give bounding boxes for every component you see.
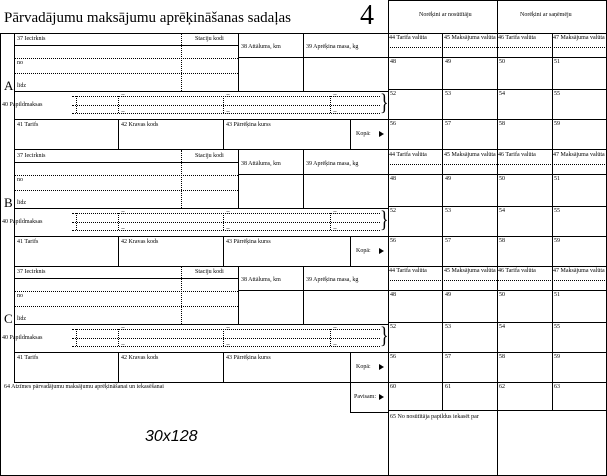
total-cell: 61: [445, 384, 451, 390]
section-letter: B: [4, 195, 13, 210]
tariff-label: 41 Tarifs: [17, 239, 39, 245]
cell-number: 48: [390, 59, 396, 65]
cell-number: 50: [499, 292, 505, 298]
cell-number: 57: [445, 238, 451, 244]
tariff-currency-header: 46 Tarifa valūta: [498, 35, 536, 41]
cell-number: 54: [499, 208, 505, 214]
arrow-right-icon: [379, 364, 384, 370]
rule: [303, 33, 304, 91]
distance-label: 38 Attālums, km: [241, 161, 281, 167]
cargo-code-label: 42 Kravas kods: [121, 355, 159, 361]
cell-number: 57: [445, 354, 451, 360]
rule: [223, 236, 224, 266]
cargo-code-label: 42 Kravas kods: [121, 239, 159, 245]
rule: [388, 164, 607, 165]
rule: [442, 382, 443, 410]
stamp-code: 30x128: [145, 428, 198, 445]
station-label: Staciju kodi: [195, 153, 224, 159]
total-cell: 60: [390, 384, 396, 390]
cell-number: 52: [390, 208, 396, 214]
receiver-header: Norēķini ar saņēmēju: [520, 12, 572, 18]
rule: [330, 96, 331, 113]
extra-label: 40 Papildmaksas: [2, 219, 43, 225]
rule: [388, 119, 607, 120]
rule: [14, 119, 388, 120]
cell-number: 53: [445, 208, 451, 214]
station-label: Staciju kodi: [195, 36, 224, 42]
extra-label: 40 Papildmaksas: [2, 335, 43, 341]
cell-number: 59: [554, 121, 560, 127]
cell-number: 52: [390, 324, 396, 330]
tariff-currency-header: 46 Tarifa valūta: [498, 268, 536, 274]
rule: [388, 280, 607, 281]
rule: [14, 58, 238, 59]
rule: [238, 150, 239, 208]
brace-symbol: }: [380, 89, 389, 115]
tariff-label: 41 Tarifs: [17, 355, 39, 361]
equal-sign: =: [226, 92, 230, 100]
equal-sign: =: [121, 209, 125, 217]
cell-number: 58: [499, 121, 505, 127]
rule: [223, 119, 224, 149]
equal-sign: =: [121, 109, 125, 117]
equal-sign: =: [226, 109, 230, 117]
rule: [552, 150, 553, 266]
rule: [388, 33, 607, 34]
rule: [14, 190, 238, 191]
to-label: līdz: [17, 83, 26, 89]
cell-number: 53: [445, 324, 451, 330]
payment-currency-header: 45 Maksājuma valūta: [444, 152, 496, 158]
equal-sign: =: [226, 226, 230, 234]
equal-sign: =: [226, 325, 230, 333]
equal-sign: =: [121, 226, 125, 234]
equal-sign: =: [333, 325, 337, 333]
rule: [388, 206, 607, 207]
total-cell: 63: [554, 384, 560, 390]
rule: [14, 236, 388, 237]
rule: [442, 266, 443, 382]
rule: [388, 57, 607, 58]
equal-sign: =: [333, 226, 337, 234]
from-label: no: [17, 293, 23, 299]
tariff-label: 41 Tarifs: [17, 122, 39, 128]
section-letter: A: [4, 78, 14, 93]
payment-currency-header: 47 Maksājuma valūta: [553, 268, 605, 274]
rule: [350, 412, 388, 413]
rule: [118, 213, 119, 230]
rule: [238, 33, 239, 91]
cell-number: 54: [499, 91, 505, 97]
rule: [76, 329, 77, 346]
cell-number: 58: [499, 238, 505, 244]
rule: [118, 352, 119, 382]
rule: [118, 119, 119, 149]
section-letter: C: [4, 311, 13, 326]
cell-number: 49: [445, 59, 451, 65]
cell-number: 57: [445, 121, 451, 127]
cell-number: 55: [554, 208, 560, 214]
rule: [181, 266, 182, 324]
payment-currency-header: 47 Maksājuma valūta: [553, 35, 605, 41]
sender-label: 37 Iecirknis: [17, 153, 46, 159]
rule: [76, 213, 77, 230]
rule: [330, 329, 331, 346]
equal-sign: =: [121, 342, 125, 350]
rule: [118, 96, 119, 113]
rule: [118, 329, 119, 346]
rule: [181, 150, 182, 208]
rule: [388, 236, 607, 237]
rule: [238, 174, 388, 175]
tariff-currency-header: 44 Tarifa valūta: [389, 152, 427, 158]
rule: [14, 175, 238, 176]
rule: [303, 150, 304, 208]
rule: [14, 91, 388, 92]
rule: [223, 213, 224, 230]
equal-sign: =: [333, 342, 337, 350]
rule: [388, 47, 607, 48]
rule: [14, 291, 238, 292]
rule: [350, 236, 351, 266]
cell-number: 49: [445, 176, 451, 182]
equal-sign: =: [226, 209, 230, 217]
cell-number: 51: [554, 292, 560, 298]
brace-symbol: }: [380, 322, 389, 348]
rule: [497, 0, 498, 476]
to-label: līdz: [17, 200, 26, 206]
notes-label: 64 Atzīmes pārvadājumu maksājumu aprēķināšanai un iekasēšanai: [4, 384, 164, 390]
equal-sign: =: [333, 209, 337, 217]
cell-number: 51: [554, 59, 560, 65]
tariff-currency-header: 44 Tarifa valūta: [389, 268, 427, 274]
arrow-right-icon: [379, 248, 384, 254]
rule: [330, 213, 331, 230]
total-label: Kopā:: [356, 248, 371, 254]
rule: [223, 96, 224, 113]
sender-label: 37 Iecirknis: [17, 269, 46, 275]
cell-number: 53: [445, 91, 451, 97]
from-label: no: [17, 60, 23, 66]
from-label: no: [17, 177, 23, 183]
cell-number: 56: [390, 238, 396, 244]
cell-number: 56: [390, 354, 396, 360]
payment-currency-header: 45 Maksājuma valūta: [444, 268, 496, 274]
rate-label: 43 Pārrēķina kurss: [226, 122, 271, 128]
rule: [388, 410, 607, 411]
equal-sign: =: [333, 92, 337, 100]
cell-number: 50: [499, 176, 505, 182]
rule: [388, 0, 389, 476]
rule: [14, 266, 607, 267]
tariff-currency-header: 46 Tarifa valūta: [498, 152, 536, 158]
weight-label: 39 Aprēķina masa, kg: [306, 277, 359, 283]
cell-number: 59: [554, 354, 560, 360]
total-label: Kopā:: [356, 131, 371, 137]
grand-total-label: Pavisam:: [354, 394, 376, 400]
rule: [14, 278, 238, 279]
rule: [442, 150, 443, 266]
rule: [14, 45, 238, 46]
payment-currency-header: 45 Maksājuma valūta: [444, 35, 496, 41]
cell-number: 50: [499, 59, 505, 65]
distance-label: 38 Attālums, km: [241, 44, 281, 50]
settled-header: Norēķini ar nosūtītāju: [419, 12, 472, 18]
unpaid-label: 65 No nosūtītāja papildus iekasēt par: [390, 414, 479, 420]
cargo-code-label: 42 Kravas kods: [121, 122, 159, 128]
cell-number: 49: [445, 292, 451, 298]
cell-number: 58: [499, 354, 505, 360]
total-label: Kopā:: [356, 364, 371, 370]
rule: [350, 352, 351, 382]
rule: [14, 208, 388, 209]
rate-label: 43 Pārrēķina kurss: [226, 355, 271, 361]
distance-label: 38 Attālums, km: [241, 277, 281, 283]
rule: [442, 33, 443, 149]
payment-currency-header: 47 Maksājuma valūta: [553, 152, 605, 158]
rule: [350, 119, 351, 149]
rule: [14, 324, 388, 325]
cell-number: 54: [499, 324, 505, 330]
rule: [552, 266, 553, 382]
form-number: 4: [360, 0, 374, 31]
weight-label: 39 Aprēķina masa, kg: [306, 161, 359, 167]
rule: [303, 266, 304, 324]
cell-number: 56: [390, 121, 396, 127]
rule: [14, 382, 607, 383]
tariff-currency-header: 44 Tarifa valūta: [389, 35, 427, 41]
rule: [0, 33, 1, 475]
rule: [552, 33, 553, 149]
rule: [388, 290, 607, 291]
arrow-right-icon: [379, 394, 384, 400]
equal-sign: =: [333, 109, 337, 117]
rule: [388, 174, 607, 175]
rule: [388, 89, 607, 90]
equal-sign: =: [121, 325, 125, 333]
rule: [388, 322, 607, 323]
rule: [350, 382, 351, 412]
extra-label: 40 Papildmaksas: [2, 102, 43, 108]
rule: [118, 236, 119, 266]
rule: [181, 33, 182, 91]
cell-number: 55: [554, 324, 560, 330]
equal-sign: =: [226, 342, 230, 350]
cell-number: 52: [390, 91, 396, 97]
rule: [14, 352, 388, 353]
cell-number: 55: [554, 91, 560, 97]
rule: [223, 352, 224, 382]
rule: [552, 382, 553, 410]
cell-number: 51: [554, 176, 560, 182]
rate-label: 43 Pārrēķina kurss: [226, 239, 271, 245]
equal-sign: =: [121, 92, 125, 100]
cell-number: 48: [390, 292, 396, 298]
rule: [14, 306, 238, 307]
rule: [14, 149, 607, 150]
to-label: līdz: [17, 316, 26, 322]
rule: [238, 290, 388, 291]
cell-number: 48: [390, 176, 396, 182]
sender-label: 37 Iecirknis: [17, 36, 46, 42]
form-title: Pārvadājumu maksājumu aprēķināšanas sadaļas: [4, 10, 291, 26]
cell-number: 59: [554, 238, 560, 244]
rule: [14, 162, 238, 163]
total-cell: 62: [499, 384, 505, 390]
weight-label: 39 Aprēķina masa, kg: [306, 44, 359, 50]
rule: [238, 266, 239, 324]
station-label: Staciju kodi: [195, 269, 224, 275]
rule: [238, 57, 388, 58]
rule: [76, 96, 77, 113]
arrow-right-icon: [379, 131, 384, 137]
rule: [388, 352, 607, 353]
brace-symbol: }: [380, 206, 389, 232]
rule: [223, 329, 224, 346]
rule: [14, 73, 238, 74]
